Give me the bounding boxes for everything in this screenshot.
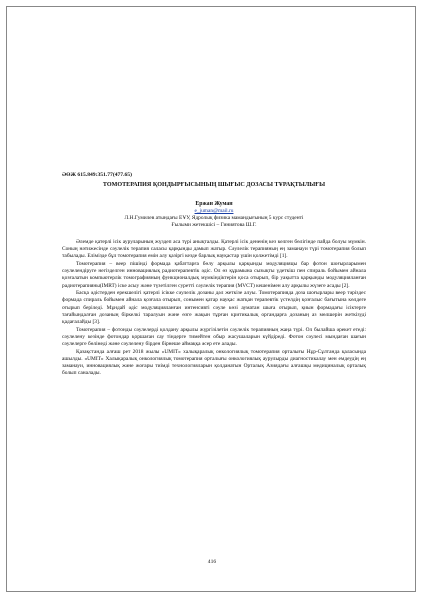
author-name: Ержан Жуман: [195, 201, 233, 207]
author-email-link[interactable]: e_juman@mail.ru: [194, 208, 234, 214]
article: [62, 172, 366, 377]
page-number: 416: [207, 559, 217, 565]
paragraph: Қазақстанда алғаш рет 2018 жылы «UMIT» халықаралық онкологиялық томотерапия орталығы Нұр-Сұлтанда қаласында ашылды. «UMIT» Халықаралық онкологиялық томотерапия орталығы онкологиялық аурулырды диагностикалау мен емдеудің ең заманауи, инновациялық және жоғары тиімді технологияларын қолданатын Орталық Азиядағы алғашқы медициналық орталық болып саналады.: [62, 348, 366, 377]
udc-code: ӘӨЖ 615.849:351.77(477.65): [62, 172, 132, 178]
paragraph: Томотерапия – веер пішінді формада қабаттарға бөлу арқылы қарқынды модуляцияцы бар фотон шоғырларымен сәулелендіруге негізделген инновациялық радиотерапевтік әдіс. Ол өз құрамына сызықты үдеткіш пен спираль бойымен айнала қозғалатын компьютерлік томографияның функционалдық мүмкіндіктерін қоса отырып, бір уақытта қарқынды модуляцияланған радиотерапияны(IMRT) іске асыу және түзетілген суретті сәулелік терапия (MVCT) кешенімен алу арқылы жүзеге асады [2].: [62, 261, 366, 289]
paragraph: Томотерапия – фотонды сәулелерді қолдану арқылы жүргізілетін сәулелік терапияның жаңа түрі. Ол былайша әрекет етеді: сәулелену кезінде фотондар қоршаған сау тіндерге тимейтен обыр жасушаларын күйдіреді. Фотон сәулесі мындаған шағын сәулелерге бөлінеді және сәулелену бірден бірнеше аймаққа әсер ете алады.: [62, 326, 366, 348]
paragraph: Әлемде қатерлі ісік ауруларының жүздеп аса түрі анықталды. Қатерлі ісік дененің кез келген бөлігінде пайда болуы мүмкін. Соның нәтижесінде сәулелік терапия саласы қарқынды дамып жатыр. Сәулелік терапияның ең заманауи түрі томотерапия болып табылады. Елімізде бұл томотерапия емін алу қазіргі кезде барлық науқастар үшін қолжетімді [1].: [62, 239, 366, 260]
article-body: [62, 239, 366, 377]
supervisor: Ғылыми жетекшісі – Гиниятова Ш.Г.: [171, 222, 257, 228]
article-title: ТОМОТЕРАПИЯ ҚОНДЫРҒЫСЫНЫҢ ШЫҒЫС ДОЗАСЫ ТҰРАҚТЫЛЫҒЫ: [102, 182, 326, 188]
paragraph: Басқа әдістерден ерекшелігі қатерлі ісікке сәулелік дозаны дәл жеткізе алуы. Томотерапияда доза шоғырлары веер тәріздес формада спираль бойымен айнала қозғала отырып, сонымен қатар науқас жатқан терапевтік үстелдің қозғалыс бағытына көлдеге отырып беріледі. Мұндай әдіс модуляцияланған интенсивті сәуле көзі ауматан шыға отырып, қиын формадағы ісіктерге тағайындалған дозаның біркелкі таралуын және өзге жақын тұрған критикалық органдарға дозаның аз мөлшерін жеткізуді қадағалайды [3].: [62, 290, 366, 326]
author-affiliation: Л.Н.Гумилев атындағы ЕҰУ, Ядролық физика мамандығының 5 курс студенті: [124, 215, 304, 221]
